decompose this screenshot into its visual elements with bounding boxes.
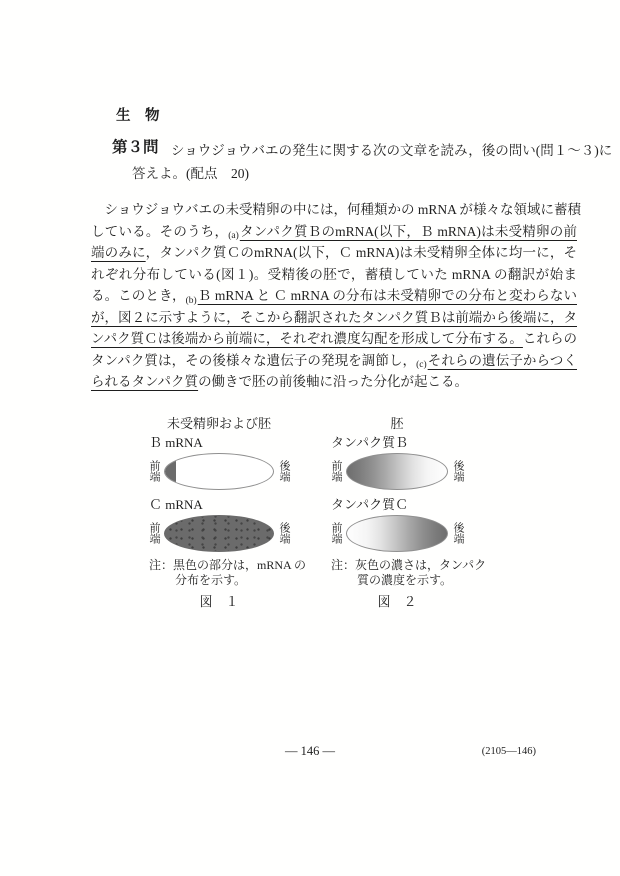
underlined-text-b: が，図２に示すように，そこから翻訳されたタンパク質Ｂは前端から後端に，タ bbox=[91, 309, 577, 325]
anterior-label: 前端 bbox=[148, 522, 160, 544]
figure-2-note-line1: 注：灰色の濃さは，タンパク bbox=[331, 558, 487, 572]
figure-2-note bbox=[331, 558, 487, 588]
figure-1-note bbox=[149, 558, 307, 588]
question-intro-line1: ショウジョウバエの発生に関する次の文章を読み，後の問い(問１～３)に bbox=[171, 143, 613, 158]
figure-2-title: 胚 bbox=[390, 416, 404, 431]
underlined-text-b: ンパク質Ｃは後端から前端に，それぞれ濃度勾配を形成して分布する。 bbox=[91, 331, 523, 346]
passage-line-7 bbox=[91, 328, 577, 350]
page-number: — 146 — bbox=[285, 744, 335, 758]
underlined-text-c: られるタンパク質 bbox=[91, 374, 199, 389]
panel-b-mrna-label: Ｂ mRNA bbox=[149, 435, 203, 450]
posterior-label: 後端 bbox=[278, 522, 290, 544]
passage-text: る。このとき， bbox=[91, 288, 186, 303]
egg-protein-b-diagram bbox=[346, 453, 448, 490]
passage-text: している。そのうち， bbox=[91, 223, 229, 239]
question-number: 第３問 bbox=[112, 139, 159, 156]
figure-1-title: 未受精卵および胚 bbox=[166, 416, 271, 431]
figure-1-caption: 図 １ bbox=[199, 594, 239, 609]
passage-line-6 bbox=[91, 307, 577, 329]
figure-2-caption: 図 ２ bbox=[377, 594, 417, 609]
subject-heading: 生 物 bbox=[116, 108, 160, 124]
underline-marker-b: (b) bbox=[185, 295, 197, 306]
passage-text: の働きで胚の前後軸に沿った分化が起こる。 bbox=[198, 374, 469, 389]
panel-c-mrna bbox=[148, 496, 290, 552]
panel-protein-c bbox=[330, 496, 464, 552]
egg-c-mrna-diagram bbox=[164, 515, 274, 552]
passage-text: れぞれ分布している(図１)。受精後の胚で，蓄積していた mRNA の翻訳が始ま bbox=[91, 266, 577, 282]
underlined-text-a: タンパク質ＢのmRNA(以下，Ｂ mRNA)は未受精卵の前 bbox=[239, 223, 577, 239]
underlined-text-c: それらの遺伝子からつく bbox=[427, 352, 577, 368]
passage bbox=[91, 199, 581, 393]
figure-1 bbox=[148, 416, 307, 610]
underlined-text-b: Ｂ mRNA と Ｃ mRNA の分布は未受精卵での分布と変わらない bbox=[197, 288, 577, 303]
egg-row bbox=[330, 514, 464, 552]
underlined-text-a: 端のみに bbox=[91, 245, 146, 260]
passage-text: これらの bbox=[522, 331, 578, 346]
egg-b-mrna-diagram bbox=[164, 453, 274, 490]
passage-line-9 bbox=[91, 371, 577, 393]
panel-protein-b-label: タンパク質Ｂ bbox=[331, 435, 409, 450]
panel-protein-c-label: タンパク質Ｃ bbox=[331, 497, 409, 512]
passage-text: タンパク質は，その後様々な遺伝子の発現を調節し， bbox=[91, 352, 417, 368]
figure-2 bbox=[330, 416, 487, 610]
footer-code: (2105—146) bbox=[481, 746, 536, 757]
panel-b-mrna bbox=[148, 434, 290, 490]
figure-2-note-line2: 質の濃度を示す。 bbox=[357, 573, 453, 587]
question-intro-line2: 答えよ。(配点 20) bbox=[132, 166, 249, 181]
passage-line-1 bbox=[91, 199, 581, 221]
panel-protein-b bbox=[330, 434, 464, 490]
passage-text: ，タンパク質ＣのmRNA(以下，Ｃ mRNA)は未受精卵全体に均一に，そ bbox=[145, 245, 577, 260]
panel-c-mrna-label: Ｃ mRNA bbox=[149, 497, 203, 512]
egg-row bbox=[330, 452, 464, 490]
passage-line-4 bbox=[91, 264, 577, 286]
passage-text: ショウジョウバエの未受精卵の中には，何種類かの mRNA が様々な領域に蓄積 bbox=[91, 202, 581, 217]
posterior-label: 後端 bbox=[452, 522, 464, 544]
passage-line-2 bbox=[91, 221, 577, 243]
anterior-label: 前端 bbox=[330, 522, 342, 544]
figure-1-note-line1: 注：黒色の部分は，mRNA の bbox=[149, 558, 307, 572]
passage-line-5 bbox=[91, 285, 577, 307]
posterior-label: 後端 bbox=[452, 460, 464, 482]
egg-row bbox=[148, 514, 290, 552]
posterior-label: 後端 bbox=[278, 460, 290, 482]
egg-row bbox=[148, 452, 290, 490]
passage-line-8 bbox=[91, 350, 577, 372]
passage-line-3 bbox=[91, 242, 577, 264]
anterior-label: 前端 bbox=[330, 460, 342, 482]
anterior-label: 前端 bbox=[148, 460, 160, 482]
figure-1-note-line2: 分布を示す。 bbox=[175, 573, 247, 587]
underline-marker-c: (c) bbox=[416, 360, 427, 370]
egg-protein-c-diagram bbox=[346, 515, 448, 552]
underline-marker-a: (a) bbox=[228, 231, 239, 241]
